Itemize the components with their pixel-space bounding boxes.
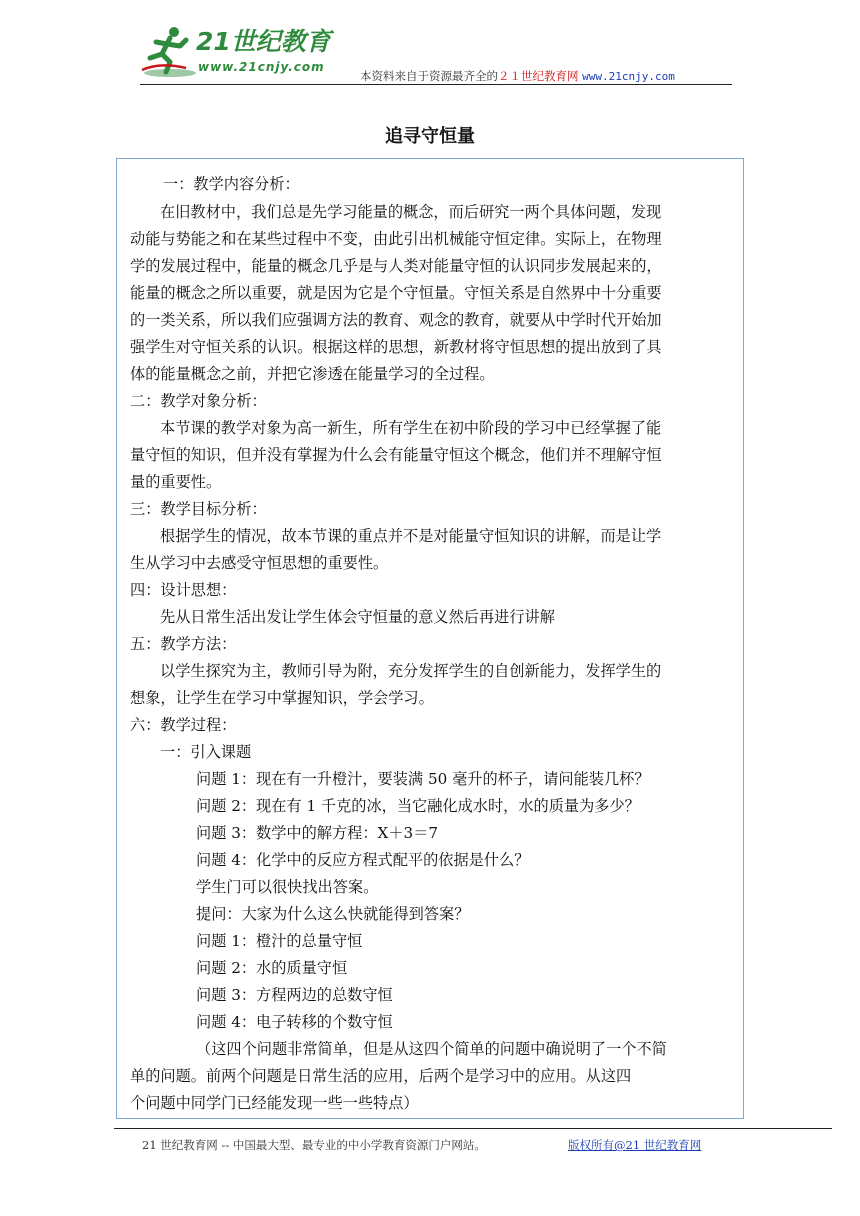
paragraph-line: 以学生探究为主，教师引导为附，充分发挥学生的自创新能力，发挥学生的 <box>160 662 662 680</box>
paragraph-line: 想象，让学生在学习中掌握知识，学会学习。 <box>130 689 434 707</box>
paragraph-line: 单的问题。前两个问题是日常生活的应用，后两个是学习中的应用。从这四 <box>130 1067 632 1085</box>
paragraph-line: 的一类关系，所以我们应强调方法的教育、观念的教育，就要从中学时代开始加 <box>130 311 662 329</box>
header-note <box>360 68 675 84</box>
section-heading: 三：教学目标分析： <box>130 500 267 518</box>
paragraph-line: 量的重要性。 <box>130 473 222 491</box>
logo-url: www.21cnjy.com <box>198 60 325 74</box>
header-note-prefix: 本资料来自于资源最齐全的 <box>360 69 498 83</box>
paragraph-line: 量守恒的知识，但并没有掌握为什么会有能量守恒这个概念，他们并不理解守恒 <box>130 446 662 464</box>
paragraph-line: 学的发展过程中，能量的概念几乎是与人类对能量守恒的认识同步发展起来的， <box>130 257 662 275</box>
question-line: 问题 1：现在有一升橙汁，要装满 50 毫升的杯子，请问能装几杯？ <box>196 770 650 788</box>
paragraph-line: 先从日常生活出发让学生体会守恒量的意义然后再进行讲解 <box>160 608 555 626</box>
header-url-link[interactable]: www.21cnjy.com <box>582 70 675 83</box>
paragraph-line: 本节课的教学对象为高一新生，所有学生在初中阶段的学习中已经掌握了能 <box>160 419 662 437</box>
section-heading: 六：教学过程： <box>130 716 237 734</box>
paragraph-line: 动能与势能之和在某些过程中不变，由此引出机械能守恒定律。实际上，在物理 <box>130 230 662 248</box>
paragraph-line: 学生门可以很快找出答案。 <box>196 878 379 896</box>
section-heading: 四：设计思想： <box>130 581 237 599</box>
running-figure-icon <box>140 24 198 78</box>
subsection-heading: 一：引入课题 <box>160 743 252 761</box>
paragraph-line: 强学生对守恒关系的认识。根据这样的思想，新教材将守恒思想的提出放到了具 <box>130 338 662 356</box>
page-header <box>0 0 860 90</box>
section-heading: 一：教学内容分析： <box>163 175 300 193</box>
header-brand-link[interactable]: ２１世纪教育网 <box>498 69 579 83</box>
paragraph-line: 生从学习中去感受守恒思想的重要性。 <box>130 554 389 572</box>
copyright-link[interactable]: 版权所有@21 世纪教育网 <box>568 1138 702 1152</box>
question-line: 问题 4：化学中的反应方程式配平的依据是什么？ <box>196 851 530 869</box>
header-divider <box>140 84 732 85</box>
answer-line: 问题 4：电子转移的个数守恒 <box>196 1013 393 1031</box>
footer-divider <box>114 1128 832 1129</box>
site-logo[interactable] <box>140 20 340 82</box>
answer-line: 问题 2：水的质量守恒 <box>196 959 348 977</box>
paragraph-line: 体的能量概念之前，并把它渗透在能量学习的全过程。 <box>130 365 495 383</box>
paragraph-line: 在旧教材中，我们总是先学习能量的概念，而后研究一两个具体问题，发现 <box>160 203 662 221</box>
footer-text: 21 世纪教育网 -- 中国最大型、最专业的中小学教育资源门户网站。 <box>142 1138 486 1152</box>
paragraph-line: 个问题中同学门已经能发现一些一些特点） <box>130 1094 419 1112</box>
paragraph-line: 能量的概念之所以重要，就是因为它是个守恒量。守恒关系是自然界中十分重要 <box>130 284 662 302</box>
document-title: 追寻守恒量 <box>385 126 475 147</box>
section-heading: 二：教学对象分析： <box>130 392 267 410</box>
question-line: 问题 3：数学中的解方程：X＋3＝7 <box>196 824 439 842</box>
paragraph-line: （这四个问题非常简单，但是从这四个简单的问题中确说明了一个不简 <box>196 1040 667 1058</box>
answer-line: 问题 3：方程两边的总数守恒 <box>196 986 393 1004</box>
paragraph-line: 根据学生的情况，故本节课的重点并不是对能量守恒知识的讲解，而是让学 <box>160 527 662 545</box>
logo-wordmark: 21世纪教育 <box>196 27 331 56</box>
question-line: 问题 2：现在有 1 千克的冰，当它融化成水时，水的质量为多少？ <box>196 797 640 815</box>
paragraph-line: 提问：大家为什么这么快就能得到答案？ <box>196 905 470 923</box>
section-heading: 五：教学方法： <box>130 635 237 653</box>
answer-line: 问题 1：橙汁的总量守恒 <box>196 932 363 950</box>
